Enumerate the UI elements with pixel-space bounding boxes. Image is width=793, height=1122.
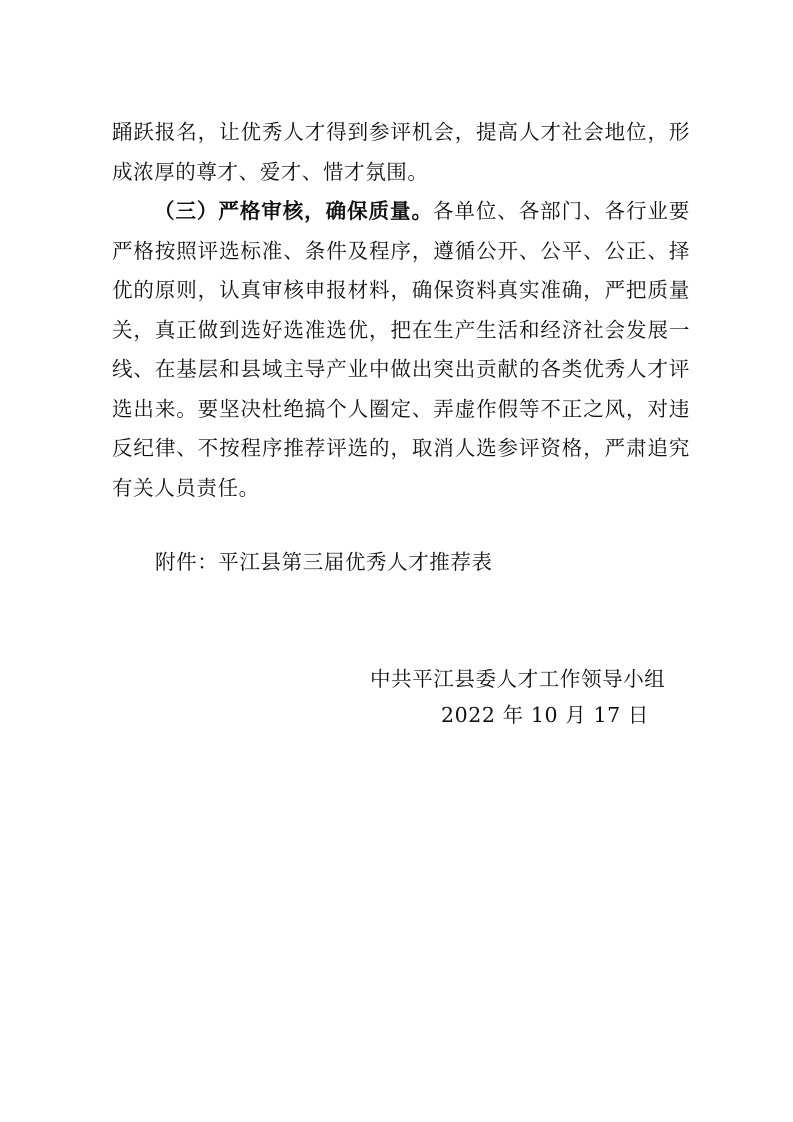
document-body <box>112 113 690 508</box>
signature-date: 2022 年 10 月 17 日 <box>441 703 650 727</box>
section-3-heading: （三）严格审核，确保质量。 <box>154 199 433 223</box>
section-3-paragraph <box>112 192 690 508</box>
signature-organization: 中共平江县委人才工作领导小组 <box>370 667 666 691</box>
attachment-line: 附件：平江县第三届优秀人才推荐表 <box>155 550 493 574</box>
paragraph-continuation: 踊跃报名，让优秀人才得到参评机会，提高人才社会地位，形成浓厚的尊才、爱才、惜才氛围。 <box>112 120 690 184</box>
section-3-text: 各单位、各部门、各行业要严格按照评选标准、条件及程序，遵循公开、公平、公正、择优的原则，认真审核申报材料，确保资料真实准确，严把质量关，真正做到选好选准选优，把在生产生活和经济社会发展一线、在基层和县域主导产业中做出突出贡献的各类优秀人才评选出来。要坚决杜绝搞个人圈定、弄虚作假等不正之风，对违反纪律、不按程序推荐评选的，取消人选参评资格，严肃追究有关人员责任。 <box>112 199 690 500</box>
